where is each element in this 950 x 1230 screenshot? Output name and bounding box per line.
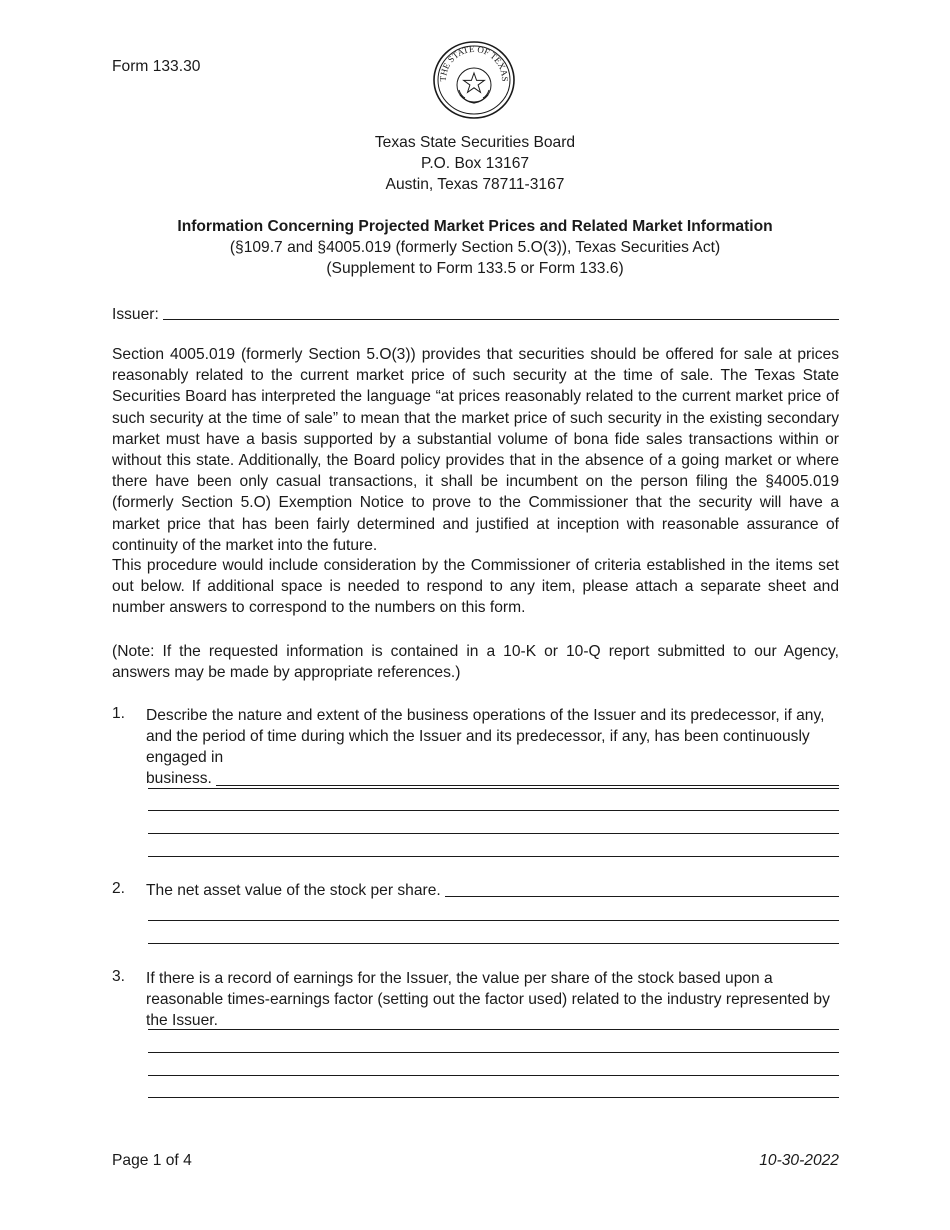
agency-name: Texas State Securities Board <box>374 134 576 151</box>
item-1-answer-line[interactable] <box>148 833 839 834</box>
item-3 <box>112 968 839 1030</box>
form-number: Form 133.30 <box>112 58 201 75</box>
item-2 <box>112 880 839 902</box>
agency-city: Austin, Texas 78711-3167 <box>385 176 565 193</box>
procedure-paragraph: This procedure would include consideration by the Commissioner of criteria established in the items set out below. If additional space is needed to respond to any item, please attach a separate sheet and number answers to correspond to the numbers on this form. <box>112 557 839 617</box>
issuer-row <box>112 302 839 324</box>
item-3-answer-line[interactable] <box>148 1029 839 1030</box>
issuer-label: Issuer: <box>112 306 159 323</box>
page-number: Page 1 of 4 <box>112 1152 192 1169</box>
item-number: 2. <box>112 880 126 897</box>
item-1-answer-line[interactable] <box>148 788 839 789</box>
item-2-answer-line[interactable] <box>148 920 839 921</box>
item-1-text: Describe the nature and extent of the business operations of the Issuer and its predecessor, if any, and the period of time during which the Issuer and its predecessor, if any, has been continuously engaged in <box>146 707 825 767</box>
revision-date: 10-30-2022 <box>759 1152 839 1169</box>
item-1-text-end: business. <box>146 770 212 788</box>
item-3-answer-line[interactable] <box>148 1097 839 1098</box>
item-3-answer-line[interactable] <box>148 1075 839 1076</box>
item-1-answer-field[interactable] <box>216 785 839 786</box>
item-3-text: If there is a record of earnings for the Issuer, the value per share of the stock based upon a reasonable times-earnings factor (setting out the factor used) related to the industry represented by the Issuer. <box>146 970 830 1030</box>
issuer-field[interactable] <box>163 319 839 320</box>
item-2-text: The net asset value of the stock per share. <box>146 881 441 899</box>
form-title-block <box>0 216 950 279</box>
texas-state-seal <box>432 40 516 120</box>
agency-address <box>0 132 950 195</box>
item-2-answer-line[interactable] <box>148 943 839 944</box>
item-2-answer-field[interactable] <box>445 896 839 897</box>
intro-paragraph: Section 4005.019 (formerly Section 5.O(3)) provides that securities should be offered for sale at prices reasonably related to the current market price of such security at the time of sale. The Texas State Securities Board has interpreted the language “at prices reasonably related to the current market price of such security at the time of sale” to mean that the market price of such security in the existing secondary market must have a basis supported by a substantial volume of bona fide sales transactions within or without this state. Additionally, the Board policy provides that in the absence of a going market or where there have been only casual transactions, it shall be incumbent on the person filing the §4005.019 (formerly Section 5.O) Exemption Notice to prove to the Commissioner that the security will have a market price that has been fairly determined and justified at inception with reasonable assurance of continuity of the market into the future. <box>112 346 839 554</box>
form-title: Information Concerning Projected Market Prices and Related Market Information <box>177 218 773 235</box>
item-1-answer-line[interactable] <box>148 856 839 857</box>
item-1-answer-line[interactable] <box>148 810 839 811</box>
form-supplement: (Supplement to Form 133.5 or Form 133.6) <box>326 260 624 277</box>
form-citation: (§109.7 and §4005.019 (formerly Section 5.O(3)), Texas Securities Act) <box>229 239 721 256</box>
item-number: 1. <box>112 705 126 722</box>
agency-po-box: P.O. Box 13167 <box>420 155 530 172</box>
item-number: 3. <box>112 968 126 985</box>
item-3-answer-line[interactable] <box>148 1052 839 1053</box>
seal-text: THE STATE OF TEXAS <box>437 43 511 82</box>
note-paragraph: (Note: If the requested information is contained in a 10-K or 10-Q report submitted to our Agency, answers may be made by appropriate references.) <box>112 643 839 682</box>
item-1 <box>112 705 839 788</box>
